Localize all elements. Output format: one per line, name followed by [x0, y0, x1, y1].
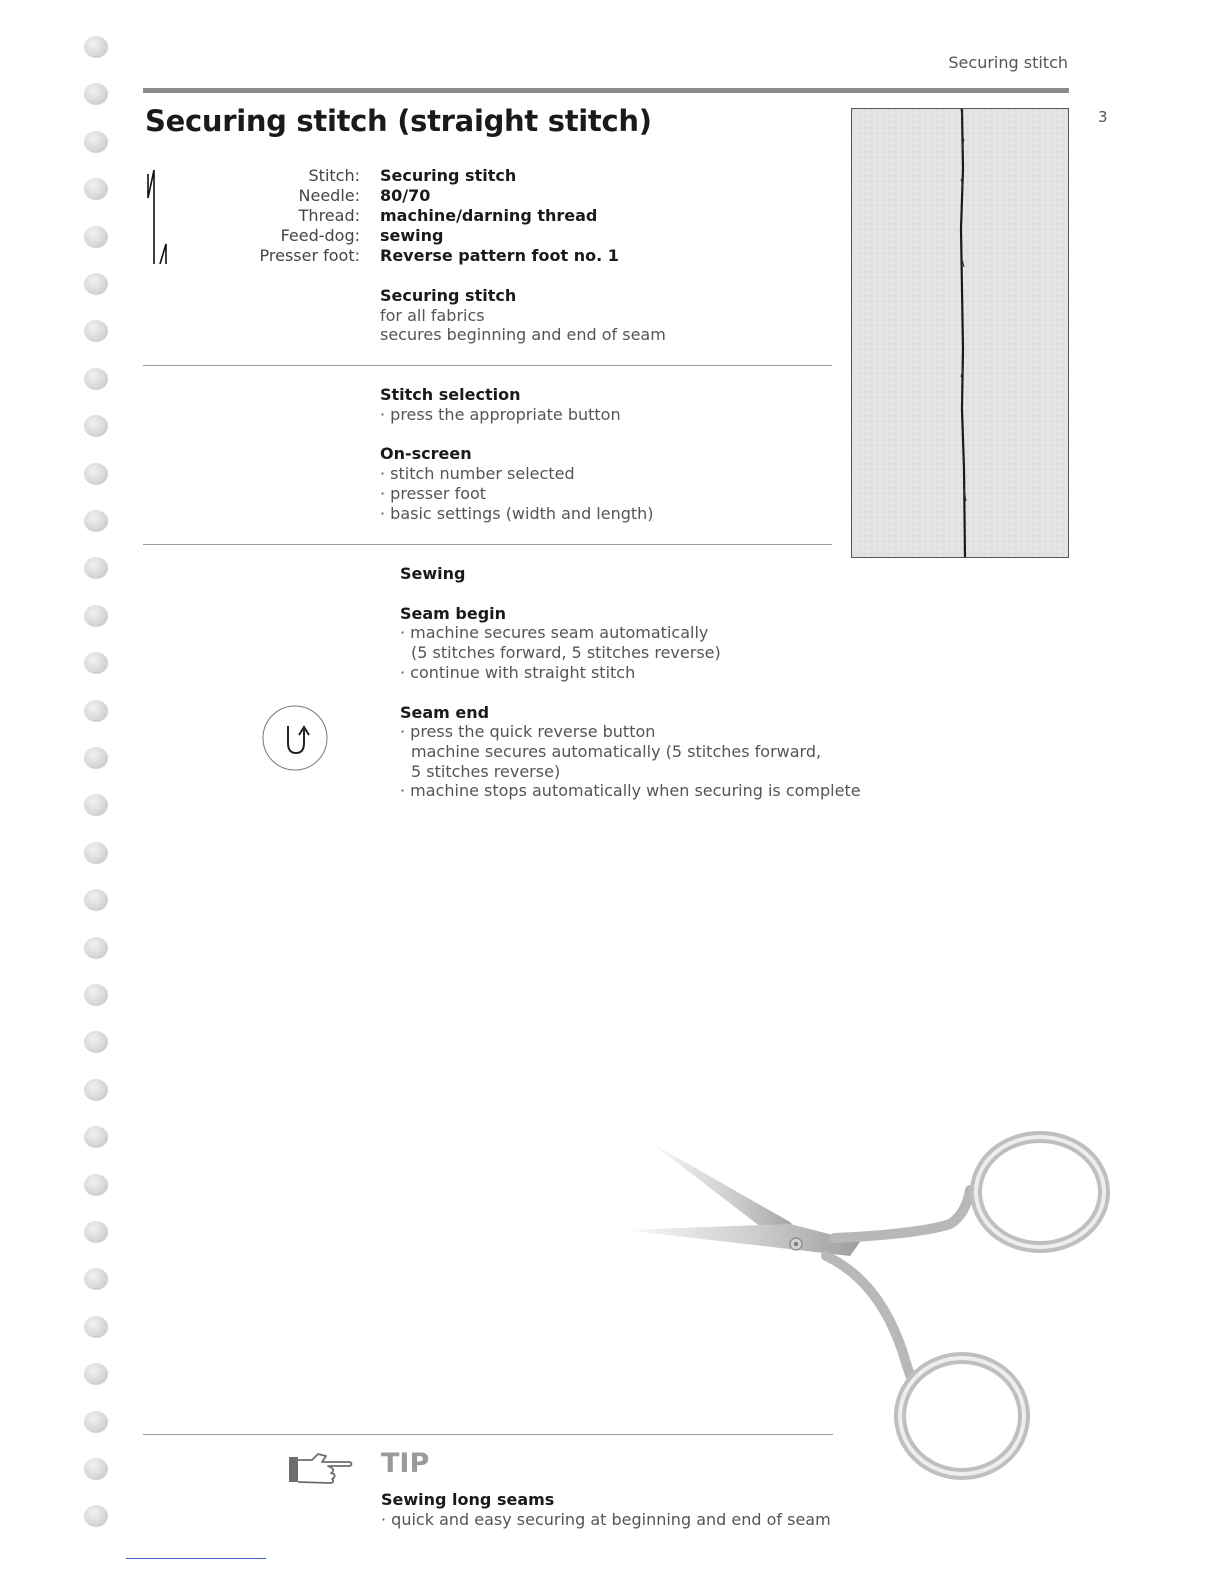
seam-begin-line: · continue with straight stitch	[400, 662, 636, 682]
binder-hole	[84, 320, 108, 342]
binder-hole	[84, 368, 108, 390]
binder-hole	[84, 1126, 108, 1148]
sewing-heading: Sewing	[400, 564, 466, 583]
binder-hole	[84, 1316, 108, 1338]
seam-end-line: 5 stitches reverse)	[411, 761, 561, 781]
running-head: Securing stitch	[948, 53, 1068, 72]
binder-hole	[84, 652, 108, 674]
binder-hole	[84, 1411, 108, 1433]
stitch-sample-photo	[851, 108, 1069, 558]
binder-hole	[84, 226, 108, 248]
section-divider	[143, 544, 832, 545]
stitch-selection-item: · press the appropriate button	[380, 404, 621, 424]
seam-begin-heading: Seam begin	[400, 603, 507, 623]
on-screen-item: · stitch number selected	[380, 464, 575, 484]
spec-label-stitch: Stitch:	[308, 166, 360, 185]
spec-label-needle: Needle:	[298, 186, 360, 205]
spec-value-thread: machine/darning thread	[380, 206, 598, 225]
stitch-selection-block	[380, 385, 654, 523]
spec-label-presser-foot: Presser foot:	[259, 246, 360, 265]
spec-values	[380, 166, 619, 266]
description-heading: Securing stitch	[380, 286, 517, 305]
scissors-illustration	[620, 1130, 1120, 1494]
tip-heading: Sewing long seams	[381, 1490, 555, 1509]
binder-hole	[84, 1363, 108, 1385]
on-screen-heading: On-screen	[380, 444, 472, 464]
spec-value-presser-foot: Reverse pattern foot no. 1	[380, 246, 619, 265]
binder-hole	[84, 131, 108, 153]
binder-hole	[84, 1221, 108, 1243]
binder-holes	[84, 36, 110, 1556]
binder-hole	[84, 747, 108, 769]
quick-reverse-icon	[261, 704, 329, 776]
pointing-hand-icon	[288, 1450, 354, 1490]
binder-hole	[84, 605, 108, 627]
binder-hole	[84, 178, 108, 200]
on-screen-item: · basic settings (width and length)	[380, 503, 654, 523]
binder-hole	[84, 1268, 108, 1290]
tip-label: TIP	[381, 1448, 430, 1479]
section-divider	[143, 365, 832, 366]
binder-hole	[84, 273, 108, 295]
on-screen-item: · presser foot	[380, 483, 487, 503]
binder-hole	[84, 83, 108, 105]
stitch-selection-heading: Stitch selection	[380, 385, 521, 404]
binder-hole	[84, 937, 108, 959]
binder-hole	[84, 415, 108, 437]
seam-end-line: machine secures automatically (5 stitches forward,	[411, 741, 822, 761]
binder-hole	[84, 557, 108, 579]
securing-stitch-icon	[143, 168, 183, 272]
binder-hole	[84, 1458, 108, 1480]
binder-hole	[84, 510, 108, 532]
page-number: 3	[1098, 108, 1108, 126]
binder-hole	[84, 1505, 108, 1527]
tip-block	[381, 1490, 831, 1529]
tip-item: · quick and easy securing at beginning and end of seam	[381, 1509, 831, 1529]
binder-hole	[84, 889, 108, 911]
binder-hole	[84, 1174, 108, 1196]
seam-end-heading: Seam end	[400, 702, 490, 722]
spec-labels	[180, 166, 360, 266]
spec-value-stitch: Securing stitch	[380, 166, 517, 185]
binder-hole	[84, 842, 108, 864]
binder-hole	[84, 1031, 108, 1053]
spec-value-feed-dog: sewing	[380, 226, 444, 245]
spec-label-thread: Thread:	[298, 206, 360, 225]
description-block	[380, 286, 666, 345]
seam-begin-line: · machine secures seam automatically	[400, 623, 709, 643]
binder-hole	[84, 984, 108, 1006]
seam-end-line: · machine stops automatically when securing is complete	[400, 781, 861, 801]
binder-hole	[84, 463, 108, 485]
binder-hole	[84, 36, 108, 58]
binder-hole	[84, 700, 108, 722]
binder-hole	[84, 794, 108, 816]
seam-begin-line: (5 stitches forward, 5 stitches reverse)	[411, 643, 721, 663]
description-line: secures beginning and end of seam	[380, 325, 666, 345]
footer-rule	[126, 1558, 266, 1559]
page-title: Securing stitch (straight stitch)	[145, 104, 652, 138]
spec-value-needle: 80/70	[380, 186, 431, 205]
top-rule	[143, 88, 1069, 93]
sewing-block	[400, 564, 861, 801]
seam-end-line: · press the quick reverse button	[400, 722, 656, 742]
description-line: for all fabrics	[380, 305, 485, 325]
tip-divider	[143, 1434, 833, 1435]
spec-label-feed-dog: Feed-dog:	[280, 226, 360, 245]
binder-hole	[84, 1079, 108, 1101]
